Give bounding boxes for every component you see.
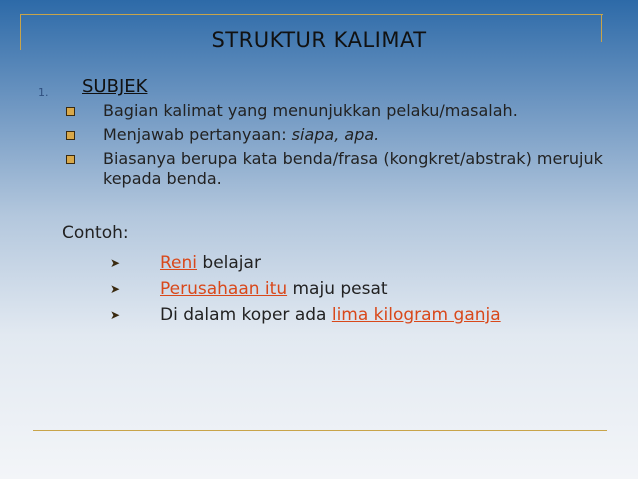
example-rest: belajar	[197, 253, 261, 273]
square-bullet-icon	[66, 107, 75, 116]
arrow-bullet-icon: ➤	[110, 282, 121, 296]
bottom-divider	[33, 430, 607, 431]
bullet-text-prefix: Menjawab pertanyaan:	[103, 125, 292, 144]
example-list	[110, 250, 501, 328]
arrow-bullet-icon: ➤	[110, 256, 121, 270]
example-subject: lima kilogram ganja	[331, 305, 501, 325]
example-item	[110, 276, 501, 302]
bullet-text: Biasanya berupa kata benda/frasa (kongkret/abstrak) merujuk kepada benda.	[103, 149, 603, 188]
bullet-item	[66, 149, 626, 189]
section-heading: SUBJEK	[82, 76, 148, 97]
bullet-text-italic: siapa, apa.	[291, 125, 380, 144]
bullet-text	[103, 125, 379, 145]
example-subject: Perusahaan itu	[160, 279, 288, 299]
arrow-bullet-icon: ➤	[110, 308, 121, 322]
example-prefix: Di dalam koper ada	[160, 305, 332, 325]
bullet-item	[66, 101, 626, 121]
bullet-text: Bagian kalimat yang menunjukkan pelaku/masalah.	[103, 101, 518, 120]
slide-title: STRUKTUR KALIMAT	[211, 28, 427, 52]
example-subject: Reni	[160, 253, 198, 273]
example-item	[110, 302, 501, 328]
example-rest: maju pesat	[287, 279, 388, 299]
square-bullet-icon	[66, 155, 75, 164]
bullet-list	[66, 101, 626, 193]
square-bullet-icon	[66, 131, 75, 140]
section-number: 1.	[38, 86, 49, 99]
contoh-label: Contoh:	[62, 223, 129, 243]
bullet-item	[66, 125, 626, 145]
example-item	[110, 250, 501, 276]
